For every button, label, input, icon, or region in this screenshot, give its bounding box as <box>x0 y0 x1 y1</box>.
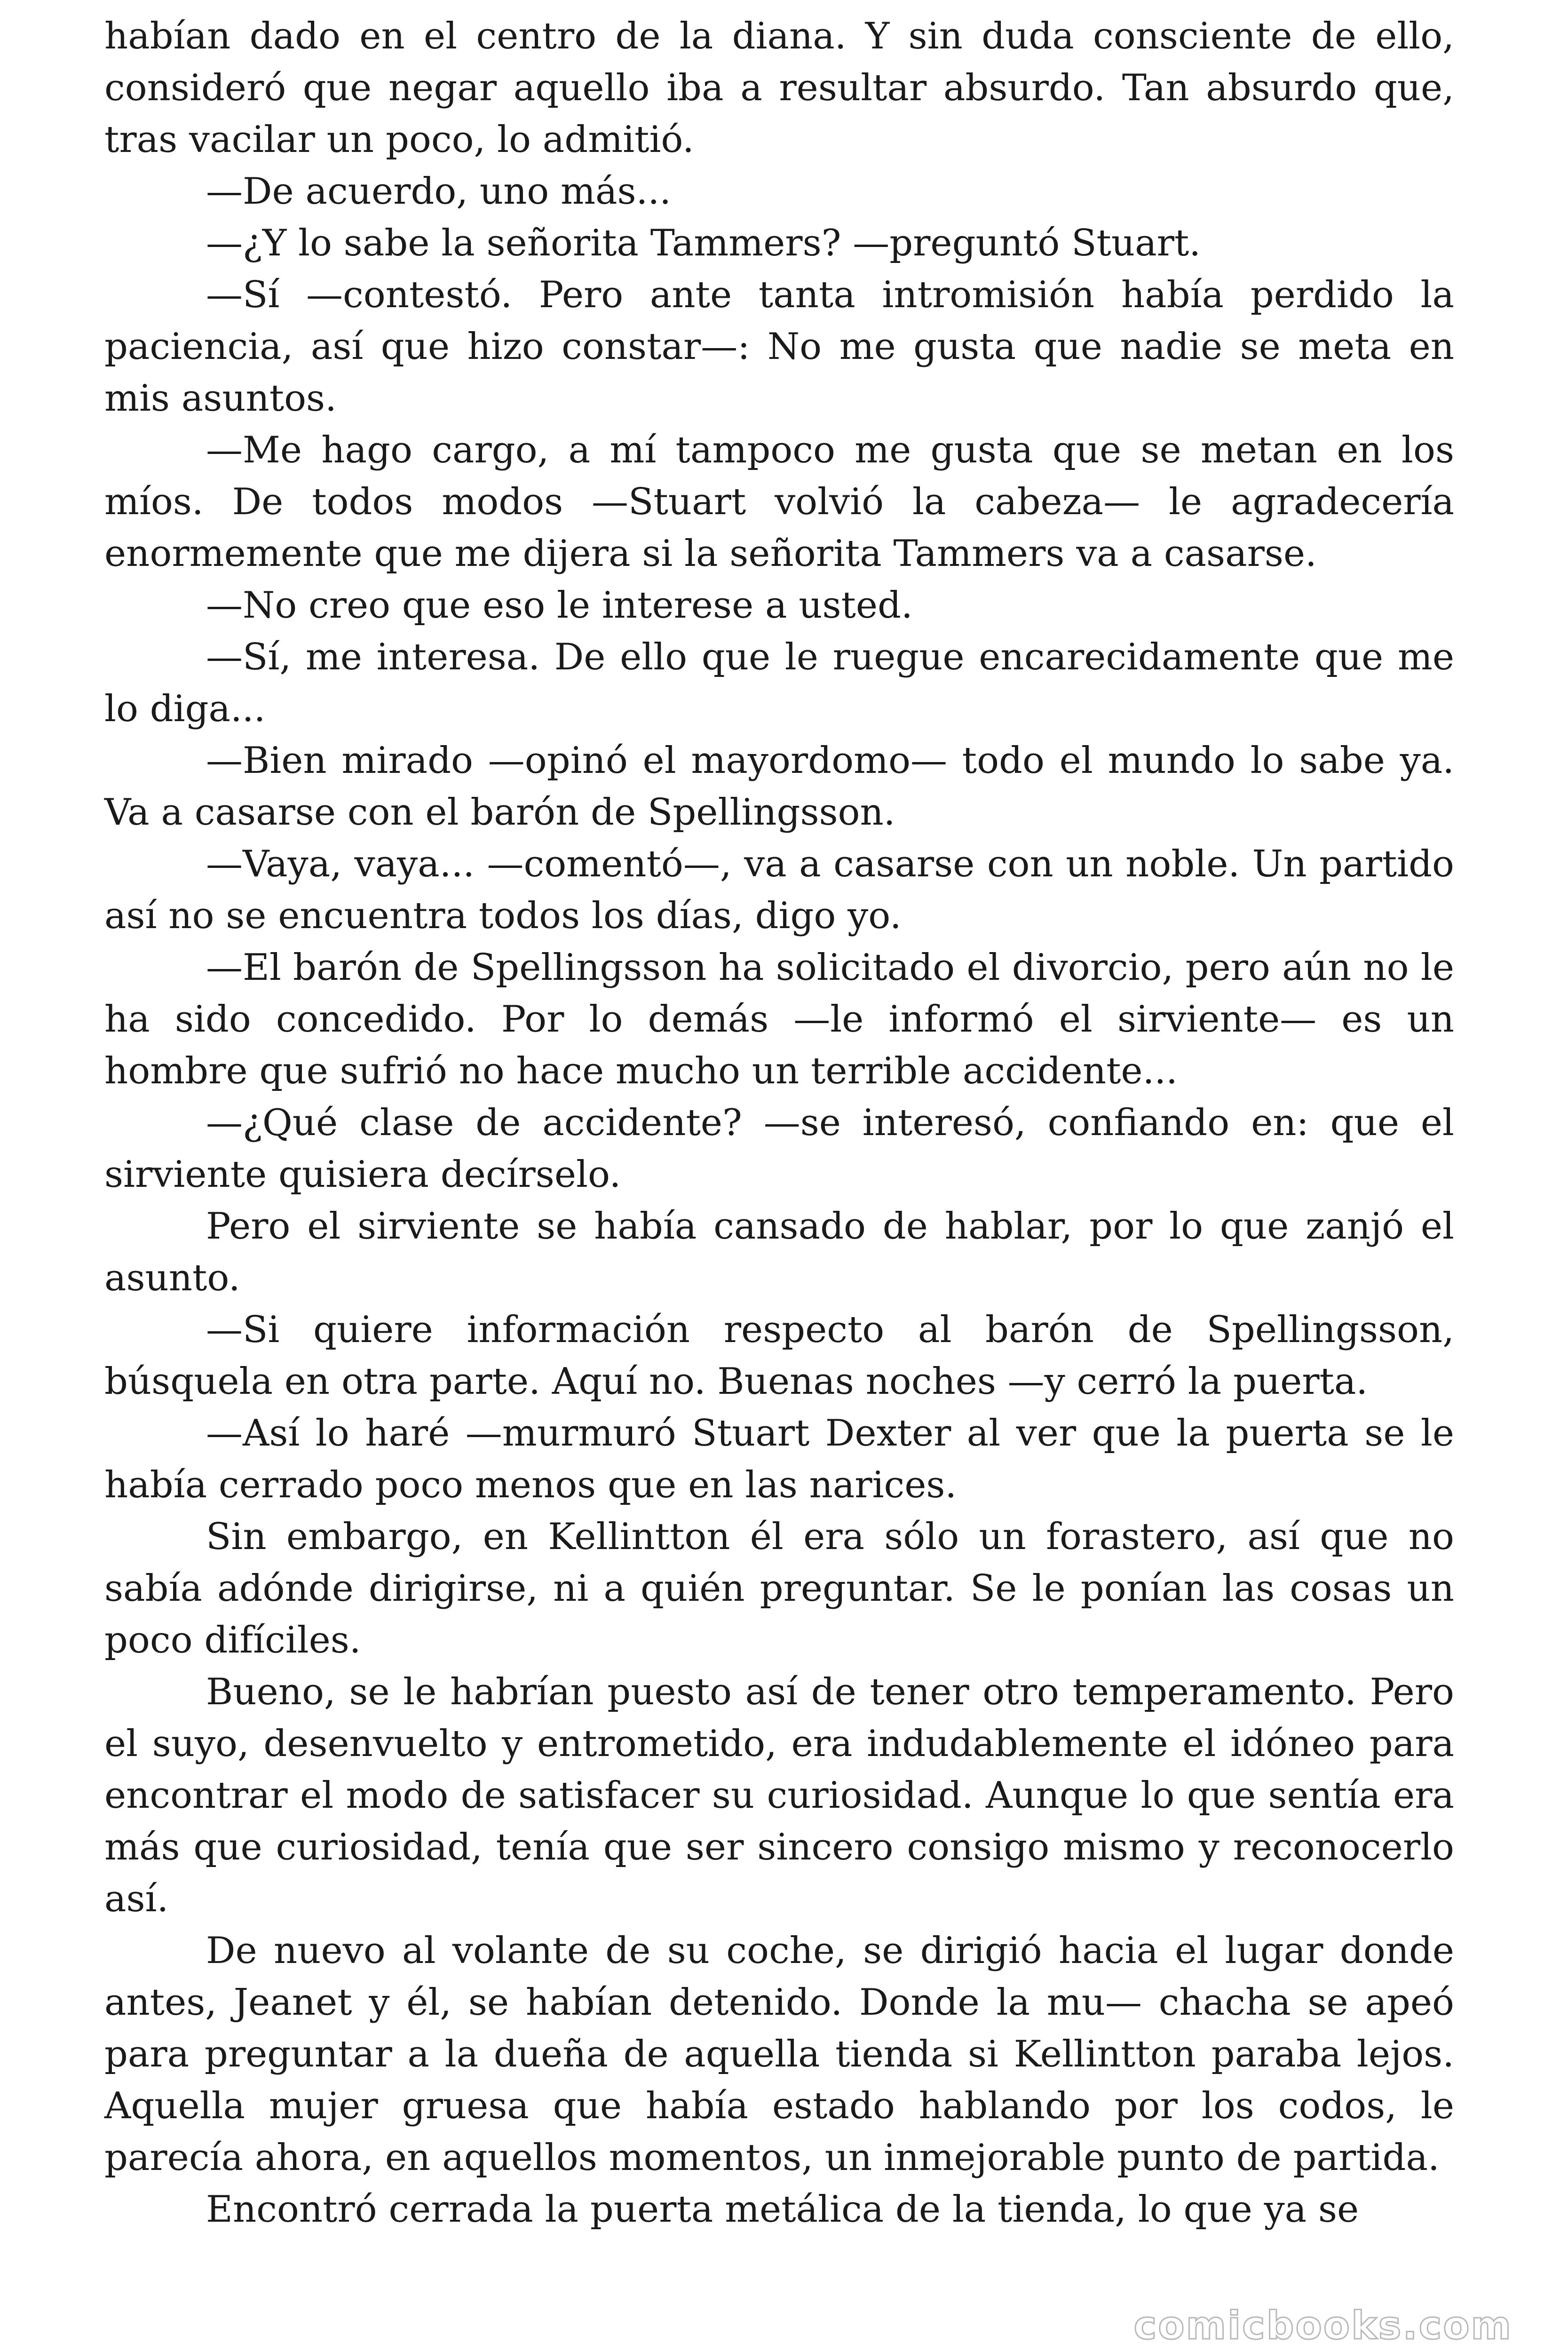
paragraph: —Si quiere información respecto al barón de Spellingsson, búsquela en otra parte. Aquí no. Buenas noches —y cerró la puerta. <box>104 1309 1454 1403</box>
paragraph: —¿Qué clase de accidente? —se interesó, confiando en: que el sirviente quisiera decírselo. <box>104 1102 1454 1196</box>
paragraph: —No creo que eso le interese a usted. <box>206 584 913 627</box>
paragraph: Pero el sirviente se había cansado de hablar, por lo que zanjó el asunto. <box>104 1205 1454 1299</box>
paragraph: Bueno, se le habrían puesto así de tener otro temperamento. Pero el suyo, desenvuelto y entrometido, era indudablemente el idóneo para encontrar el modo de satisfacer su curiosidad. Aunque lo que sentía era más que curiosidad, tenía que ser sincero consigo mismo y reconocerlo así. <box>104 1671 1454 1920</box>
paragraph: Sin embargo, en Kellintton él era sólo un forastero, así que no sabía adónde dirigirse, ni a quién preguntar. Se le ponían las cosas un poco difíciles. <box>104 1516 1454 1661</box>
paragraph: —El barón de Spellingsson ha solicitado el divorcio, pero aún no le ha sido concedido. Por lo demás —le informó el sirviente— es un hombre que sufrió no hace mucho un terrible accidente... <box>104 946 1454 1092</box>
paragraph: —Así lo haré —murmuró Stuart Dexter al ver que la puerta se le había cerrado poco menos que en las narices. <box>104 1412 1454 1506</box>
paragraph: —¿Y lo sabe la señorita Tammers? —preguntó Stuart. <box>206 222 1201 264</box>
paragraph: —Bien mirado —opinó el mayordomo— todo el mundo lo sabe ya. Va a casarse con el barón de Spellingsson. <box>104 739 1454 834</box>
paragraph: —Sí, me interesa. De ello que le ruegue encarecidamente que me lo diga... <box>104 636 1454 730</box>
watermark: comicbooks.com <box>1133 2304 1513 2348</box>
body-text <box>104 10 1454 2235</box>
paragraph: —De acuerdo, uno más... <box>206 170 671 213</box>
paragraph: Encontró cerrada la puerta metálica de la tienda, lo que ya se <box>206 2188 1359 2231</box>
paragraph: —Sí —contestó. Pero ante tanta intromisión había perdido la paciencia, así que hizo constar—: No me gusta que nadie se meta en mis asuntos. <box>104 274 1454 420</box>
paragraph: De nuevo al volante de su coche, se dirigió hacia el lugar donde antes, Jeanet y él, se habían detenido. Donde la mu— chacha se apeó para preguntar a la dueña de aquella tienda si Kellintton paraba lejos. Aquella mujer gruesa que había estado hablando por los codos, le parecía ahora, en aquellos momentos, un inmejorable punto de partida. <box>104 1930 1454 2179</box>
paragraph: habían dado en el centro de la diana. Y sin duda consciente de ello, consideró que negar aquello iba a resultar absurdo. Tan absurdo que, tras vacilar un poco, lo admitió. <box>104 15 1454 161</box>
paragraph: —Vaya, vaya... —comentó—, va a casarse con un noble. Un partido así no se encuentra todos los días, digo yo. <box>104 843 1454 937</box>
paragraph: —Me hago cargo, a mí tampoco me gusta que se metan en los míos. De todos modos —Stuart volvió la cabeza— le agradecería enormemente que me dijera si la señorita Tammers va a casarse. <box>104 429 1454 575</box>
